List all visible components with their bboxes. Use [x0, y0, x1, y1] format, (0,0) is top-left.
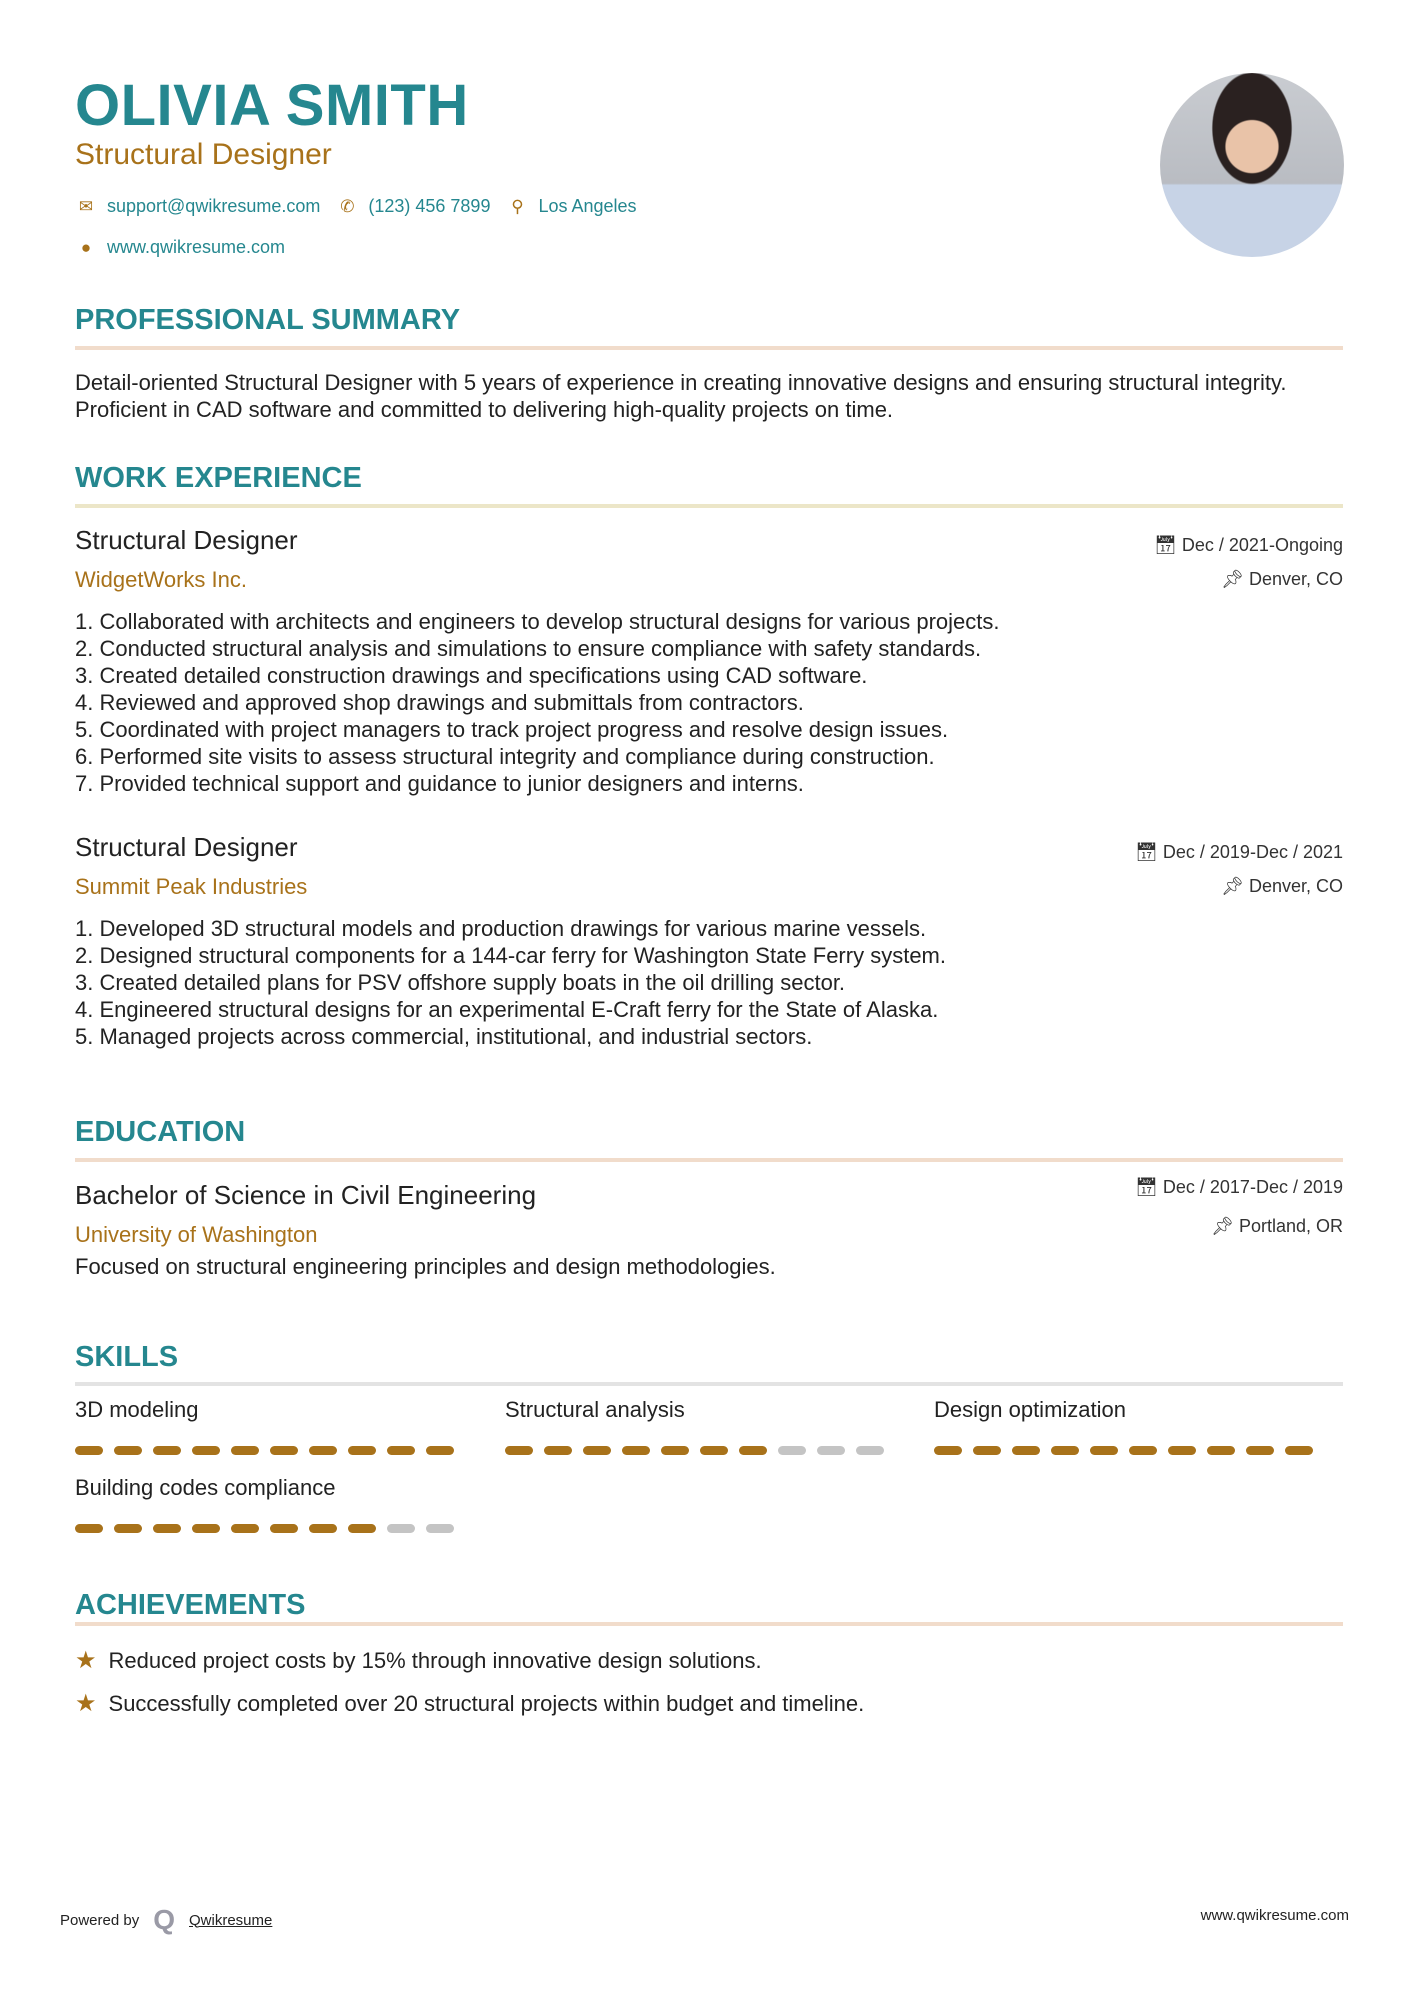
list-item: 2. Designed structural components for a 144-car ferry for Washington State Ferry system.	[75, 943, 946, 968]
job-location-1: 📌︎ Denver, CO	[1221, 569, 1343, 589]
skill-name: Building codes compliance	[75, 1475, 336, 1500]
rating-dot-filled	[75, 1524, 103, 1533]
skill-rating	[75, 1446, 454, 1455]
rating-dot-filled	[231, 1446, 259, 1455]
achievement-item: Reduced project costs by 15% through innovative design solutions.	[108, 1647, 762, 1673]
list-item: 5. Managed projects across commercial, institutional, and industrial sectors.	[75, 1024, 813, 1049]
rating-dot-empty	[856, 1446, 884, 1455]
job-bullets-2	[75, 915, 946, 1050]
skill-rating	[934, 1446, 1313, 1455]
job-title-1: Structural Designer	[75, 525, 298, 555]
pin-icon: 📌︎	[1221, 569, 1249, 589]
rating-dot-filled	[700, 1446, 728, 1455]
list-item: 4. Engineered structural designs for an experimental E-Craft ferry for the State of Alaska.	[75, 997, 939, 1022]
list-item: 2. Conducted structural analysis and simulations to ensure compliance with safety standards.	[75, 636, 982, 661]
section-heading-summary: PROFESSIONAL SUMMARY	[75, 304, 461, 336]
rating-dot-filled	[1285, 1446, 1313, 1455]
rating-dot-filled	[153, 1446, 181, 1455]
section-heading-skills: SKILLS	[75, 1341, 179, 1373]
job-bullets-1	[75, 608, 1000, 797]
powered-by-label: Powered by	[60, 1911, 140, 1929]
rating-dot-filled	[426, 1446, 454, 1455]
rating-dot-empty	[387, 1524, 415, 1533]
star-icon: ★	[75, 1690, 97, 1717]
phone-icon: ✆	[340, 196, 355, 216]
education-location: 📌︎ Portland, OR	[1211, 1216, 1343, 1236]
divider	[75, 1622, 1343, 1626]
section-heading-work: WORK EXPERIENCE	[75, 462, 362, 494]
rating-dot-filled	[1246, 1446, 1274, 1455]
email-link[interactable]: support@qwikresume.com	[107, 196, 321, 216]
job-location-2: 📌︎ Denver, CO	[1221, 876, 1343, 896]
phone-text: (123) 456 7899	[368, 196, 491, 216]
website-link[interactable]: www.qwikresume.com	[107, 237, 286, 257]
rating-dot-filled	[348, 1524, 376, 1533]
summary-text: Detail-oriented Structural Designer with 5 years of experience in creating innovative designs and ensuring structural integrity. Proficient in CAD software and committed to delivering high-quality projects on time.	[75, 370, 1287, 422]
divider	[75, 504, 1343, 508]
globe-icon: ●	[80, 237, 92, 257]
rating-dot-filled	[1051, 1446, 1079, 1455]
rating-dot-filled	[231, 1524, 259, 1533]
rating-dot-filled	[973, 1446, 1001, 1455]
rating-dot-filled	[544, 1446, 572, 1455]
degree: Bachelor of Science in Civil Engineering	[75, 1180, 537, 1210]
footer-website[interactable]: www.qwikresume.com	[1200, 1907, 1349, 1924]
section-heading-achievements: ACHIEVEMENTS	[75, 1589, 306, 1621]
rating-dot-filled	[934, 1446, 962, 1455]
calendar-icon: 📅︎	[1135, 842, 1163, 862]
rating-dot-empty	[778, 1446, 806, 1455]
list-item: 7. Provided technical support and guidance to junior designers and interns.	[75, 771, 804, 796]
rating-dot-filled	[739, 1446, 767, 1455]
star-icon: ★	[75, 1647, 97, 1674]
list-item: 5. Coordinated with project managers to track project progress and resolve design issues.	[75, 717, 949, 742]
email-icon: ✉	[78, 196, 94, 216]
rating-dot-filled	[192, 1446, 220, 1455]
profile-photo	[1160, 73, 1344, 257]
achievement-item: Successfully completed over 20 structural projects within budget and timeline.	[108, 1690, 865, 1716]
rating-dot-filled	[1129, 1446, 1157, 1455]
company-1: WidgetWorks Inc.	[75, 567, 247, 592]
job-dates-2: 📅︎ Dec / 2019-Dec / 2021	[1135, 842, 1343, 862]
rating-dot-filled	[309, 1446, 337, 1455]
skill-name: 3D modeling	[75, 1397, 199, 1422]
location-pin-icon: ⚲	[511, 196, 524, 216]
rating-dot-filled	[114, 1446, 142, 1455]
pin-icon: 📌︎	[1211, 1216, 1239, 1236]
skill-rating	[505, 1446, 884, 1455]
section-heading-education: EDUCATION	[75, 1116, 246, 1148]
rating-dot-filled	[622, 1446, 650, 1455]
list-item: 1. Collaborated with architects and engineers to develop structural designs for various projects.	[75, 609, 1000, 634]
rating-dot-filled	[348, 1446, 376, 1455]
rating-dot-filled	[309, 1524, 337, 1533]
divider	[75, 346, 1343, 350]
list-item: 3. Created detailed plans for PSV offshore supply boats in the oil drilling sector.	[75, 970, 846, 995]
contact-row	[75, 196, 637, 217]
qwikresume-link[interactable]: Qwikresume	[189, 1911, 273, 1929]
list-item: 4. Reviewed and approved shop drawings and submittals from contractors.	[75, 690, 804, 715]
rating-dot-filled	[661, 1446, 689, 1455]
rating-dot-empty	[426, 1524, 454, 1533]
divider	[75, 1158, 1343, 1162]
rating-dot-filled	[1168, 1446, 1196, 1455]
rating-dot-filled	[583, 1446, 611, 1455]
rating-dot-filled	[1090, 1446, 1118, 1455]
rating-dot-filled	[270, 1446, 298, 1455]
rating-dot-filled	[114, 1524, 142, 1533]
pin-icon: 📌︎	[1221, 876, 1249, 896]
list-item: 3. Created detailed construction drawings and specifications using CAD software.	[75, 663, 868, 688]
rating-dot-empty	[817, 1446, 845, 1455]
skill-name: Structural analysis	[505, 1397, 685, 1422]
education-dates: 📅︎ Dec / 2017-Dec / 2019	[1135, 1177, 1343, 1197]
candidate-name: OLIVIA SMITH	[75, 73, 469, 138]
rating-dot-filled	[192, 1524, 220, 1533]
company-2: Summit Peak Industries	[75, 874, 308, 899]
rating-dot-filled	[270, 1524, 298, 1533]
rating-dot-filled	[75, 1446, 103, 1455]
calendar-icon: 📅︎	[1154, 535, 1182, 555]
location-text: Los Angeles	[538, 196, 637, 216]
rating-dot-filled	[1207, 1446, 1235, 1455]
list-item: 1. Developed 3D structural models and production drawings for various marine vessels.	[75, 916, 927, 941]
calendar-icon: 📅︎	[1135, 1177, 1163, 1197]
skill-name: Design optimization	[934, 1397, 1126, 1422]
list-item: 6. Performed site visits to assess structural integrity and compliance during construction.	[75, 744, 935, 769]
education-description: Focused on structural engineering principles and design methodologies.	[75, 1254, 776, 1279]
rating-dot-filled	[1012, 1446, 1040, 1455]
school: University of Washington	[75, 1222, 318, 1247]
job-title: Structural Designer	[75, 138, 332, 171]
skill-rating	[75, 1524, 454, 1533]
rating-dot-filled	[153, 1524, 181, 1533]
job-dates-1: 📅︎ Dec / 2021-Ongoing	[1154, 535, 1343, 555]
rating-dot-filled	[387, 1446, 415, 1455]
divider	[75, 1382, 1343, 1386]
qwikresume-logo-icon: Q	[153, 1904, 175, 1935]
job-title-2: Structural Designer	[75, 832, 298, 862]
rating-dot-filled	[505, 1446, 533, 1455]
